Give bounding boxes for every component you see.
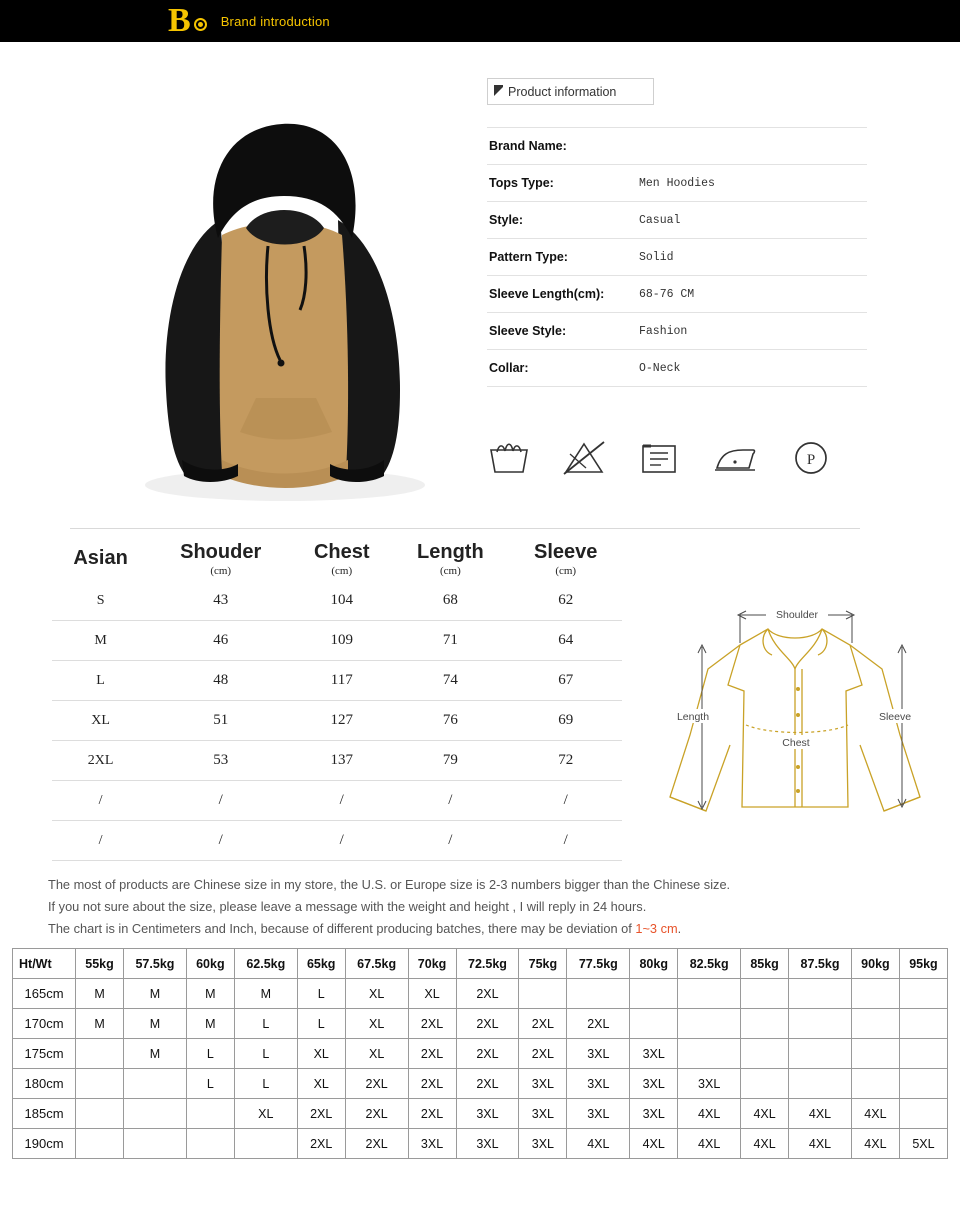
fit-cell: L xyxy=(234,1069,297,1099)
spec-value: 68-76 CM xyxy=(639,287,695,301)
table-row xyxy=(487,202,867,239)
size-chart-header xyxy=(391,540,509,581)
size-chart-header-label: Chest xyxy=(313,541,370,563)
size-chart-header-unit: (cm) xyxy=(210,565,232,577)
fit-weight-header: 55kg xyxy=(76,949,124,979)
fit-cell: 4XL xyxy=(630,1129,678,1159)
brand-logo-letter: B xyxy=(168,2,190,39)
fit-weight-header: 57.5kg xyxy=(124,949,187,979)
fit-cell xyxy=(124,1129,187,1159)
size-chart-header xyxy=(149,540,292,581)
size-cell: 109 xyxy=(292,621,391,661)
fit-cell xyxy=(789,1009,852,1039)
fit-cell xyxy=(76,1039,124,1069)
fit-weight-header: 87.5kg xyxy=(789,949,852,979)
fit-weight-header: 75kg xyxy=(519,949,567,979)
size-chart-header-unit: (cm) xyxy=(555,565,577,577)
size-chart-table xyxy=(52,540,622,861)
fit-cell: M xyxy=(76,979,124,1009)
fit-cell: 4XL xyxy=(741,1129,789,1159)
size-cell: 79 xyxy=(391,741,509,781)
size-cell: / xyxy=(149,781,292,821)
fit-cell: 3XL xyxy=(519,1069,567,1099)
fit-cell xyxy=(124,1069,187,1099)
fit-cell xyxy=(186,1099,234,1129)
fit-weight-header: 72.5kg xyxy=(456,949,519,979)
garment-measure-diagram xyxy=(650,585,940,855)
fit-cell: 2XL xyxy=(456,1009,519,1039)
size-cell: / xyxy=(52,821,149,861)
fit-cell: L xyxy=(234,1009,297,1039)
svg-text:P: P xyxy=(806,452,816,468)
fit-cell: 4XL xyxy=(851,1099,899,1129)
fit-cell xyxy=(789,979,852,1009)
fit-cell: 3XL xyxy=(567,1099,630,1129)
fit-cell: 3XL xyxy=(456,1099,519,1129)
do-not-bleach-icon xyxy=(560,438,608,478)
table-row xyxy=(13,1099,948,1129)
fit-cell xyxy=(630,979,678,1009)
fit-weight-header: 77.5kg xyxy=(567,949,630,979)
fit-cell: 3XL xyxy=(678,1069,741,1099)
fit-cell: M xyxy=(124,979,187,1009)
fit-cell: 3XL xyxy=(456,1129,519,1159)
size-cell: L xyxy=(52,661,149,701)
size-cell: 117 xyxy=(292,661,391,701)
fit-cell: 2XL xyxy=(408,1099,456,1129)
fit-cell: 4XL xyxy=(678,1129,741,1159)
fit-cell: 2XL xyxy=(345,1099,408,1129)
fit-cell: 2XL xyxy=(519,1009,567,1039)
spec-value xyxy=(639,128,867,165)
fit-cell: 2XL xyxy=(408,1039,456,1069)
fit-cell: XL xyxy=(297,1039,345,1069)
fit-cell: 3XL xyxy=(630,1099,678,1129)
table-row xyxy=(13,1069,948,1099)
table-row xyxy=(487,313,867,350)
height-weight-fit-table xyxy=(12,948,948,1159)
fit-cell: XL xyxy=(297,1069,345,1099)
fit-table-corner: Ht/Wt xyxy=(13,949,76,979)
size-notes xyxy=(48,874,938,940)
product-information-panel xyxy=(487,78,867,387)
product-information-tab xyxy=(487,78,654,105)
fit-cell: M xyxy=(186,979,234,1009)
fit-weight-header: 80kg xyxy=(630,949,678,979)
note-line-3 xyxy=(48,918,938,940)
fit-cell: M xyxy=(76,1009,124,1039)
fit-cell: 4XL xyxy=(789,1099,852,1129)
fit-cell xyxy=(76,1069,124,1099)
fit-cell: 2XL xyxy=(519,1039,567,1069)
table-row xyxy=(13,979,948,1009)
fit-cell: XL xyxy=(234,1099,297,1129)
table-row xyxy=(52,581,622,621)
fit-cell xyxy=(789,1069,852,1099)
size-cell: 74 xyxy=(391,661,509,701)
size-chart-header-label: Asian xyxy=(73,547,128,569)
fit-cell: 3XL xyxy=(567,1069,630,1099)
table-row xyxy=(13,1129,948,1159)
fit-weight-header: 95kg xyxy=(899,949,947,979)
fit-cell xyxy=(234,1129,297,1159)
fit-cell: L xyxy=(186,1039,234,1069)
section-divider xyxy=(70,528,860,529)
fit-cell: M xyxy=(186,1009,234,1039)
spec-label: Tops Type: xyxy=(489,176,554,190)
fit-cell: 3XL xyxy=(630,1069,678,1099)
table-row xyxy=(487,276,867,313)
fit-height-label: 170cm xyxy=(13,1009,76,1039)
size-cell: 67 xyxy=(509,661,622,701)
table-row xyxy=(52,781,622,821)
fit-cell xyxy=(789,1039,852,1069)
size-cell: / xyxy=(292,821,391,861)
spec-label: Collar: xyxy=(489,361,529,375)
hoodie-illustration xyxy=(70,60,490,510)
fit-cell xyxy=(630,1009,678,1039)
fit-cell: L xyxy=(297,1009,345,1039)
fit-cell xyxy=(76,1099,124,1129)
fit-cell: 2XL xyxy=(567,1009,630,1039)
table-row xyxy=(52,741,622,781)
spec-label: Brand Name: xyxy=(489,139,567,153)
size-cell: 51 xyxy=(149,701,292,741)
fit-cell: 2XL xyxy=(297,1129,345,1159)
table-row xyxy=(52,621,622,661)
size-cell: / xyxy=(292,781,391,821)
size-chart-header-label: Shouder xyxy=(180,541,262,563)
hand-wash-icon xyxy=(487,438,531,478)
fit-cell: 5XL xyxy=(899,1129,947,1159)
garment-diagram-svg xyxy=(650,585,940,850)
size-cell: 46 xyxy=(149,621,292,661)
fit-cell: M xyxy=(124,1009,187,1039)
size-chart-header-label: Length xyxy=(417,541,484,563)
fit-cell: XL xyxy=(345,979,408,1009)
size-cell: 69 xyxy=(509,701,622,741)
fit-cell: 2XL xyxy=(297,1099,345,1129)
size-chart-header-unit: (cm) xyxy=(331,565,353,577)
iron-low-icon xyxy=(709,438,761,478)
fit-cell xyxy=(899,1069,947,1099)
fit-cell: L xyxy=(234,1039,297,1069)
fit-cell xyxy=(567,979,630,1009)
size-cell: 137 xyxy=(292,741,391,781)
spec-value: O-Neck xyxy=(639,361,681,375)
fit-cell xyxy=(741,1069,789,1099)
fit-cell xyxy=(851,1039,899,1069)
table-row xyxy=(487,350,867,387)
fit-cell xyxy=(741,1009,789,1039)
size-cell: 76 xyxy=(391,701,509,741)
size-cell: / xyxy=(391,821,509,861)
brand-header-title: Brand introduction xyxy=(220,13,330,29)
fit-cell: 2XL xyxy=(456,979,519,1009)
brand-header xyxy=(0,0,960,42)
fit-cell: XL xyxy=(408,979,456,1009)
fit-cell xyxy=(899,1009,947,1039)
fit-cell: 3XL xyxy=(630,1039,678,1069)
table-row xyxy=(13,1009,948,1039)
care-instruction-icons xyxy=(487,437,832,479)
size-chart-header-unit: (cm) xyxy=(439,565,461,577)
fit-cell xyxy=(851,979,899,1009)
size-chart-header xyxy=(292,540,391,581)
fit-cell xyxy=(899,979,947,1009)
label-chest: Chest xyxy=(782,737,810,749)
fit-cell xyxy=(519,979,567,1009)
fit-cell xyxy=(741,1039,789,1069)
fit-cell: 2XL xyxy=(456,1039,519,1069)
fit-cell xyxy=(851,1069,899,1099)
size-cell: 53 xyxy=(149,741,292,781)
fit-cell: L xyxy=(186,1069,234,1099)
table-row xyxy=(487,239,867,276)
size-cell: / xyxy=(509,781,622,821)
label-length: Length xyxy=(676,711,710,723)
fit-cell: 2XL xyxy=(408,1009,456,1039)
size-cell: / xyxy=(52,781,149,821)
size-cell: 72 xyxy=(509,741,622,781)
tumble-dry-icon xyxy=(637,438,681,478)
size-cell: 43 xyxy=(149,581,292,621)
note-line-3-suffix: . xyxy=(677,921,682,936)
label-sleeve: Sleeve xyxy=(878,711,912,723)
table-row xyxy=(52,821,622,861)
fit-weight-header: 70kg xyxy=(408,949,456,979)
size-cell: 104 xyxy=(292,581,391,621)
fit-height-label: 180cm xyxy=(13,1069,76,1099)
table-header-row xyxy=(13,949,948,979)
size-cell: S xyxy=(52,581,149,621)
brand-header-inner xyxy=(168,4,330,38)
fit-cell xyxy=(678,1009,741,1039)
fit-cell: 4XL xyxy=(741,1099,789,1129)
size-chart-header xyxy=(509,540,622,581)
fit-cell: L xyxy=(297,979,345,1009)
label-shoulder: Shoulder xyxy=(775,609,819,621)
size-cell: / xyxy=(391,781,509,821)
fit-cell: 3XL xyxy=(519,1099,567,1129)
fit-cell xyxy=(76,1129,124,1159)
fit-cell xyxy=(899,1039,947,1069)
fit-weight-header: 85kg xyxy=(741,949,789,979)
size-cell: / xyxy=(149,821,292,861)
note-line-1: The most of products are Chinese size in my store, the U.S. or Europe size is 2-3 numbers bigger than the Chinese size. xyxy=(48,877,731,892)
fit-height-label: 165cm xyxy=(13,979,76,1009)
fit-weight-header: 60kg xyxy=(186,949,234,979)
fit-weight-header: 67.5kg xyxy=(345,949,408,979)
fit-cell xyxy=(899,1099,947,1129)
specification-table xyxy=(487,127,867,387)
size-cell: XL xyxy=(52,701,149,741)
fit-cell xyxy=(678,979,741,1009)
fit-cell: 2XL xyxy=(345,1129,408,1159)
spec-value: Fashion xyxy=(639,324,688,338)
fit-cell xyxy=(678,1039,741,1069)
spec-value: Solid xyxy=(639,250,674,264)
size-cell: 2XL xyxy=(52,741,149,781)
fit-cell: 2XL xyxy=(345,1069,408,1099)
fit-height-label: 185cm xyxy=(13,1099,76,1129)
fit-cell: 4XL xyxy=(678,1099,741,1129)
size-cell: 71 xyxy=(391,621,509,661)
spec-label: Sleeve Style: xyxy=(489,324,567,338)
fit-height-label: 190cm xyxy=(13,1129,76,1159)
fit-cell: 2XL xyxy=(408,1069,456,1099)
fit-cell: M xyxy=(234,979,297,1009)
size-cell: 62 xyxy=(509,581,622,621)
size-cell: 64 xyxy=(509,621,622,661)
product-information-tab-label: Product information xyxy=(508,84,617,99)
table-row xyxy=(13,1039,948,1069)
product-photo xyxy=(70,60,490,510)
fit-cell: 2XL xyxy=(456,1069,519,1099)
circle-dot-icon xyxy=(194,18,207,31)
size-cell: 48 xyxy=(149,661,292,701)
table-row xyxy=(52,701,622,741)
fit-cell: 4XL xyxy=(789,1129,852,1159)
fit-cell: 3XL xyxy=(408,1129,456,1159)
fit-cell xyxy=(741,979,789,1009)
fit-cell: 3XL xyxy=(519,1129,567,1159)
size-cell: M xyxy=(52,621,149,661)
table-header-row xyxy=(52,540,622,581)
flag-icon xyxy=(494,85,503,96)
deviation-highlight: 1~3 cm xyxy=(635,921,678,936)
table-row xyxy=(487,165,867,202)
table-row xyxy=(487,128,867,165)
fit-weight-header: 90kg xyxy=(851,949,899,979)
spec-label: Sleeve Length(cm): xyxy=(489,287,605,301)
size-cell: 68 xyxy=(391,581,509,621)
fit-cell xyxy=(186,1129,234,1159)
note-line-2: If you not sure about the size, please leave a message with the weight and height , I will reply in 24 hours. xyxy=(48,899,647,914)
table-row xyxy=(52,661,622,701)
spec-label: Pattern Type: xyxy=(489,250,568,264)
size-cell: 127 xyxy=(292,701,391,741)
fit-weight-header: 65kg xyxy=(297,949,345,979)
fit-height-label: 175cm xyxy=(13,1039,76,1069)
spec-value: Casual xyxy=(639,213,681,227)
fit-cell: 3XL xyxy=(567,1039,630,1069)
fit-cell: XL xyxy=(345,1009,408,1039)
fit-cell: 4XL xyxy=(851,1129,899,1159)
fit-cell xyxy=(851,1009,899,1039)
spec-label: Style: xyxy=(489,213,524,227)
fit-cell: 4XL xyxy=(567,1129,630,1159)
dry-clean-p-icon xyxy=(790,437,832,479)
fit-weight-header: 82.5kg xyxy=(678,949,741,979)
fit-cell: M xyxy=(124,1039,187,1069)
note-line-3-prefix: The chart is in Centimeters and Inch, because of different producing batches, there may be deviation of xyxy=(48,921,636,936)
size-chart-header xyxy=(52,540,149,581)
fit-cell: XL xyxy=(345,1039,408,1069)
size-cell: / xyxy=(509,821,622,861)
size-chart-header-label: Sleeve xyxy=(534,541,598,563)
fit-cell xyxy=(124,1099,187,1129)
spec-value: Men Hoodies xyxy=(639,176,715,190)
fit-weight-header: 62.5kg xyxy=(234,949,297,979)
